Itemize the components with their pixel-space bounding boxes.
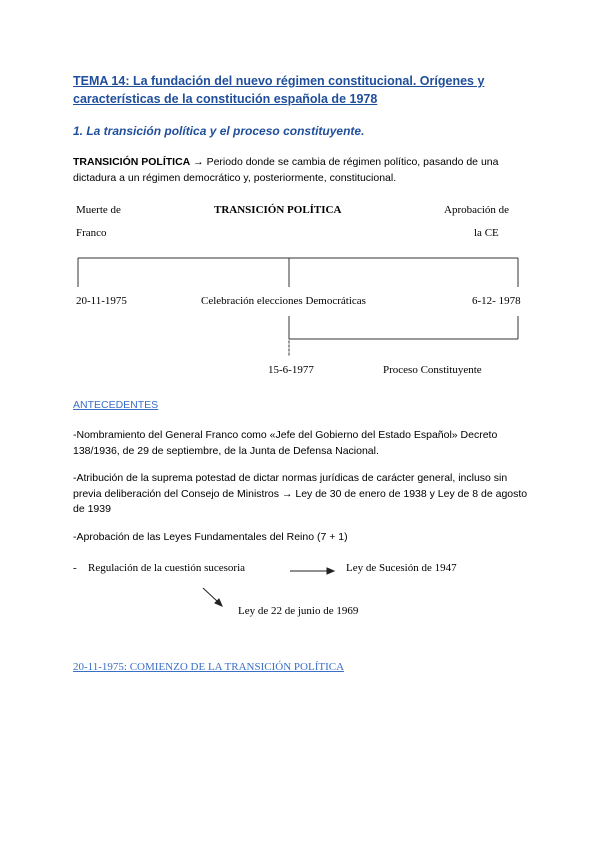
antecedente-3: -Aprobación de las Leyes Fundamentales del Reino (7 + 1) <box>73 531 348 543</box>
arrow-icon: → <box>193 156 204 168</box>
timeline-process-label: Proceso Constituyente <box>383 364 482 376</box>
succession-result-1: Ley de Sucesión de 1947 <box>346 562 457 574</box>
section-heading-transicion: 1. La transición política y el proceso constituyente. <box>73 124 365 138</box>
antecedente-2: -Atribución de la suprema potestad de dictar normas jurídicas de carácter general, incluso sin previa deliberación del Consejo de Ministros → Ley de 30 de enero de 1938 y Ley de 8 de agosto de 1939 <box>73 472 528 515</box>
succession-arrow-down <box>203 588 218 602</box>
definition-text: Periodo donde se cambia de régimen político, pasando de una dictadura a un régimen democrático y, posteriormente, constitucional. <box>73 156 499 184</box>
antecedente-1: -Nombramiento del General Franco como «Jefe del Gobierno del Estado Español» Decreto 138/1936, de 29 de septiembre, de la Junta de Defensa Nacional. <box>73 429 498 457</box>
timeline-left-label-1: Muerte de <box>76 204 121 216</box>
timeline-date-end: 6-12- 1978 <box>472 295 521 307</box>
succession-item: Regulación de la cuestión sucesoria <box>88 562 246 574</box>
timeline-right-label-2: la CE <box>474 227 499 239</box>
document-title[interactable]: TEMA 14: La fundación del nuevo régimen constitucional. Orígenes y características de la constitución española de 1978 <box>73 74 485 106</box>
succession-arrowhead-right <box>327 568 334 574</box>
definition-term: TRANSICIÓN POLÍTICA <box>73 156 191 168</box>
timeline-left-label-2: Franco <box>76 227 107 239</box>
timeline-heading: TRANSICIÓN POLÍTICA <box>214 204 342 216</box>
timeline-middle-label: Celebración elecciones Democráticas <box>201 295 366 307</box>
timeline-date-start: 20-11-1975 <box>76 295 127 307</box>
succession-result-2: Ley de 22 de junio de 1969 <box>238 605 359 617</box>
timeline-right-label-1: Aprobación de <box>444 204 510 216</box>
timeline-date-elections: 15-6-1977 <box>268 364 314 376</box>
succession-bullet: - <box>73 562 77 574</box>
antecedentes-heading[interactable]: ANTECEDENTES <box>73 399 159 411</box>
section-heading-comienzo[interactable]: 20-11-1975: COMIENZO DE LA TRANSICIÓN POLÍTICA <box>73 661 345 673</box>
